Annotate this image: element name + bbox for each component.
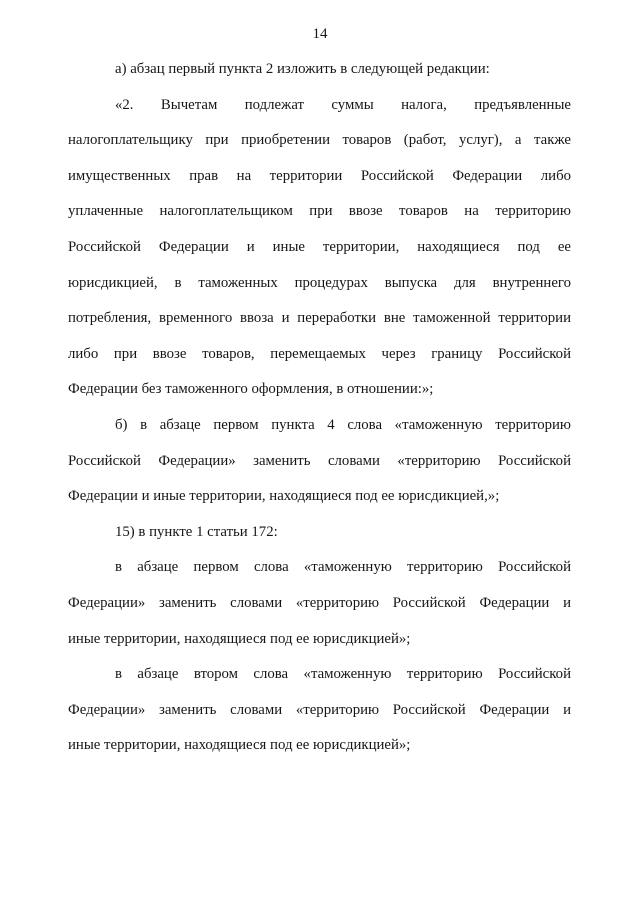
text-line: 15) в пункте 1 статьи 172: [115, 523, 278, 540]
text-line: иные территории, находящиеся под ее юрисдикцией»; [68, 630, 411, 647]
text-line: Федерации» заменить словами «территорию Российской Федерации и [68, 594, 571, 611]
page-number: 14 [312, 26, 328, 42]
text-line: Российской Федерации и иные территории, находящиеся под ее [68, 238, 571, 255]
text-line: Федерации без таможенного оформления, в отношении:»; [68, 381, 434, 398]
text-line: «2. Вычетам подлежат суммы налога, предъявленные [115, 96, 571, 113]
paragraph [68, 550, 571, 657]
text-line: либо при ввозе товаров, перемещаемых через границу Российской [68, 345, 571, 362]
paragraph [68, 52, 571, 88]
paragraph [68, 515, 571, 551]
text-line: в абзаце втором слова «таможенную территорию Российской [115, 666, 571, 683]
text-line: Федерации» заменить словами «территорию Российской Федерации и [68, 701, 571, 718]
text-line: Российской Федерации» заменить словами «территорию Российской [68, 452, 571, 469]
text-line: налогоплательщику при приобретении товаров (работ, услуг), а также [68, 132, 571, 149]
paragraph [68, 408, 571, 515]
text-line: юрисдикцией, в таможенных процедурах выпуска для внутреннего [68, 274, 571, 291]
text-line: в абзаце первом слова «таможенную территорию Российской [115, 559, 571, 576]
paragraph [68, 88, 571, 408]
text-line: уплаченные налогоплательщиком при ввозе товаров на территорию [68, 203, 571, 220]
text-line: б) в абзаце первом пункта 4 слова «таможенную территорию [115, 416, 571, 433]
paragraph [68, 657, 571, 764]
text-line: Федерации и иные территории, находящиеся под ее юрисдикцией,»; [68, 488, 500, 505]
text-line: имущественных прав на территории Российской Федерации либо [68, 167, 571, 184]
text-line: потребления, временного ввоза и переработки вне таможенной территории [68, 310, 571, 327]
text-line: а) абзац первый пункта 2 изложить в следующей редакции: [115, 61, 490, 77]
text-line: иные территории, находящиеся под ее юрисдикцией»; [68, 737, 411, 754]
document-body [68, 52, 571, 764]
